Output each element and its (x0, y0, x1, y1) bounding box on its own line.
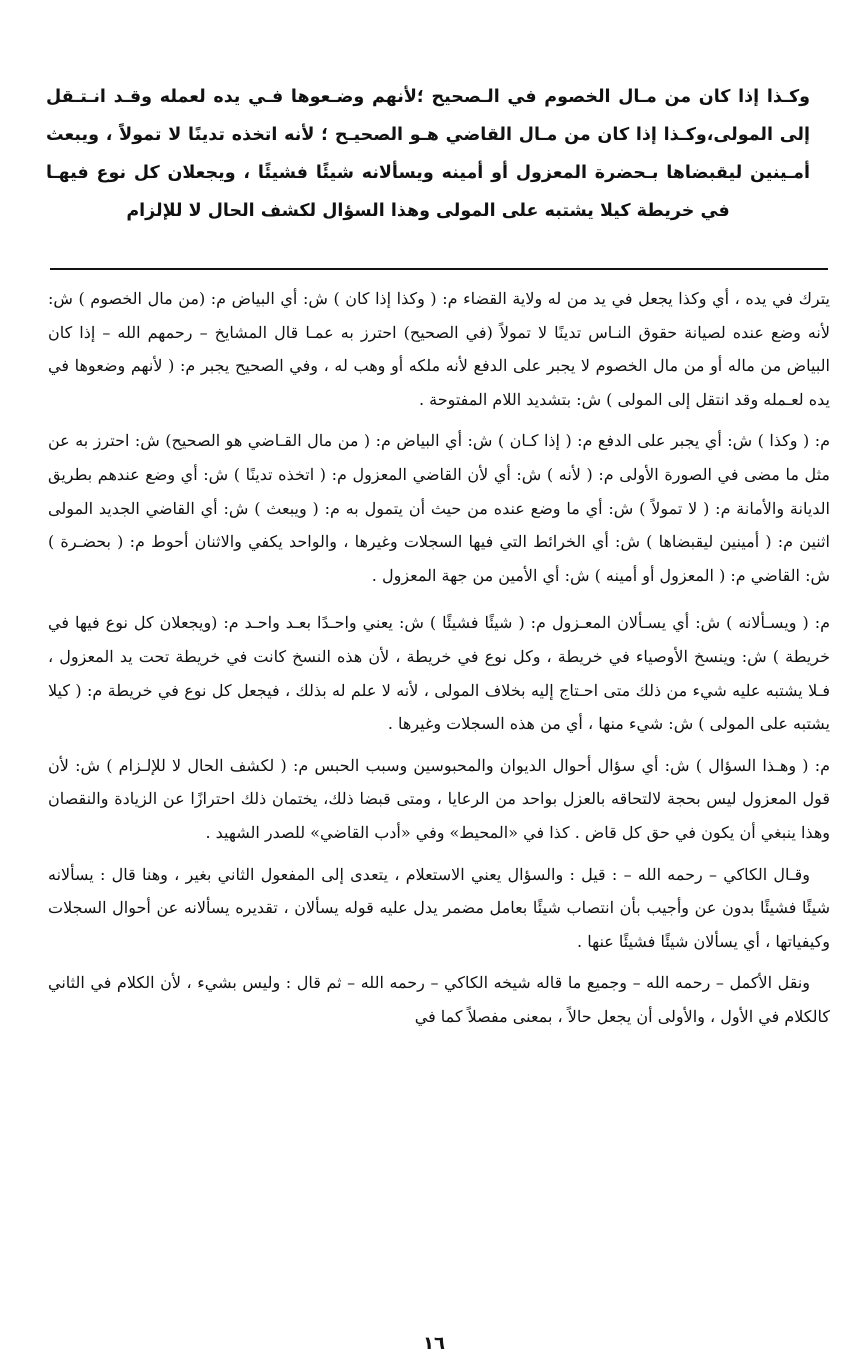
footnote-divider (50, 268, 828, 270)
commentary-paragraph: م: ( وهـذا السؤال ) ش: أي سؤال أحوال الديوان والمحبوسين وسبب الحبس م: ( لكشف الحال لا للإلـزام ) ش: لأن قول المعزول ليس بحجة لالتحاقه بالعزل بواحد من الرعايا ، ومتى قبضا ذلك، يختمان ذلك احترازًا عن الزيادة والنقصان وهذا ينبغي أن يكون في حق كل قاض . كذا في «المحيط» وفي «أدب القاضي» للصدر الشهيد . (48, 755, 831, 842)
page-number: ١٦ (423, 1333, 445, 1354)
commentary-paragraph: يترك في يده ، أي وكذا يجعل في يد من له ولاية القضاء م: ( وكذا إذا كان ) ش: أي البياض م: (من مال الخصوم ) ش: لأنه وضع عنده لصيانة حقوق النـاس تدينًا لا تمولاً (في الصحيح) احترز به عمـا قال المشايخ – رحمهم الله – إذا كان البياض من ماله أو من مال الخصوم لا يجبر على الدفع لأنه ملكه أو وهب له ، وفي الصحيح يجبر م: ( لأنهم وضعوها في يده لعـمله وقد انتقل إلى المولى ) ش: بتشديد اللام المفتوحة . (48, 289, 830, 409)
commentary-section (48, 282, 830, 1047)
commentary-paragraph: ونقل الأكمل – رحمه الله – وجميع ما قاله شيخه الكاكي – رحمه الله – ثم قال : وليس بشيء ، لأن الكلام في الثاني كالكلام في الأول ، والأولى أن يجعل حالاً ، بمعنى مفصلاً كما في (48, 973, 830, 1026)
commentary-paragraph: م: ( وكذا ) ش: أي يجبر على الدفع م: ( إذا كـان ) ش: أي البياض م: ( من مال القـاضي هو الصحيح) ش: احترز به عن مثل ما مضى في الصورة الأولى م: ( لأنه ) ش: أي لأن القاضي المعزول م: ( اتخذه تدينًا ) ش: أي وضع عندهم بطريق الديانة والأمانة م: ( لا تمولاً ) ش: أي ما وضع عنده من حيث أن يتمول به م: ( ويبعث ) ش: أي القاضي الجديد المولى اثنين م: ( أمينين ليقبضاها ) ش: أي الخرائط التي فيها السجلات وغيرها ، والواحد يكفي والاثنان أحوط م: ( بحضـرة ) ش: القاضي م: ( المعزول أو أمينه ) ش: أي الأمين من جهة المعزول . (48, 431, 830, 585)
commentary-paragraph: م: ( ويسـألانه ) ش: أي يسـألان المعـزول م: ( شيئًا فشيئًا ) ش: يعني واحـدًا بعـد واحـد م: (ويجعلان كل نوع فيها في خريطة ) ش: وينسخ الأوصياء في خريطة ، وكل نوع في خريطة ، لأن هذه النسخ كانت في خريطة تحت يد المعزول ، فـلا يشتبه عليه شيء من ذلك متى احـتاج إليه بخلاف المولى ، لأنه لا علم له بذلك ، فيجعل كل نوع في خريطة م: ( كيلا يشتبه على المولى ) ش: شيء منها ، أي من هذه السجلات وغيرها . (48, 613, 830, 734)
commentary-paragraph: وقـال الكاكي – رحمه الله – : قيل : والسؤال يعني الاستعلام ، يتعدى إلى المفعول الثاني بغير ، وهنا قال : يسألانه شيئًا فشيئًا بدون عن وأجيب بأن انتصاب شيئًا بعامل مضمر يدل عليه قوله يسألان ، تقديره يسألانه عن أحوال السجلات وكيفياتها ، أي يسألان شيئًا فشيئًا عنها . (48, 864, 830, 951)
matn-text: وكـذا إذا كان من مـال الخصوم في الـصحيح ؛لأنهم وضـعوها فـي يده لعمله وقـد انـتـقل إلى المولى،وكـذا إذا كان من مـال القاضي هـو الصحيـح ؛ لأنه اتخذه تدينًا لا تمولاً ، ويبعث أمـينين ليقبضاها بـحضرة المعزول أو أمينه ويسألانه شيئًا فشيئًا ، ويجعلان كل نوع فيهـا في خريطة كيلا يشتبه على المولى وهذا السؤال لكشف الحال لا للإلزام (46, 87, 810, 221)
